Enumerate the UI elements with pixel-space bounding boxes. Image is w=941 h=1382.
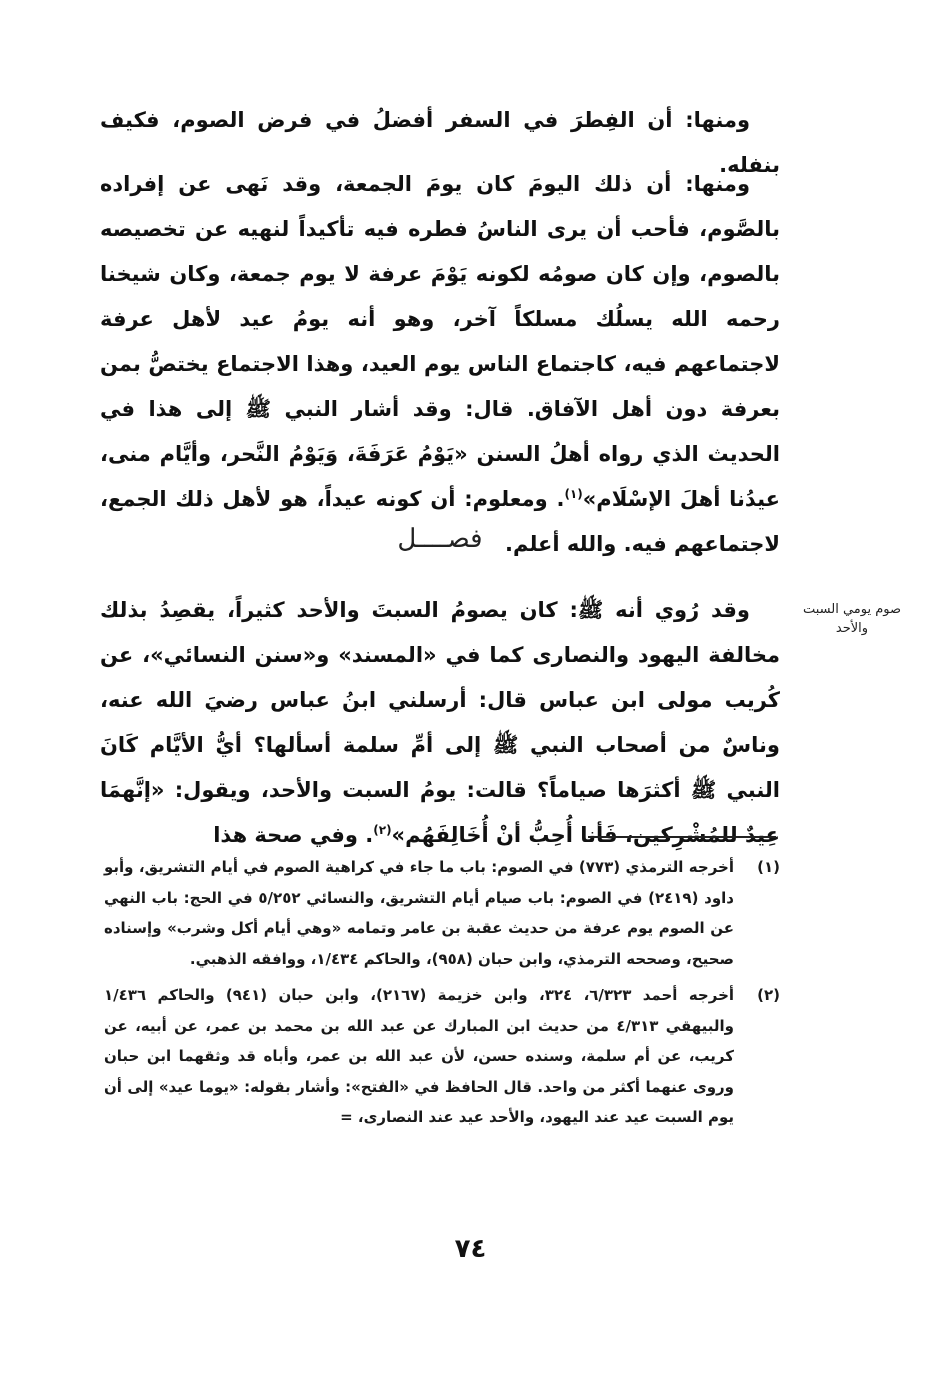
page-number: ٧٤ [454, 1234, 487, 1264]
footnote-1-text: أخرجه الترمذي (٧٧٣) في الصوم: باب ما جاء في كراهية الصوم في أيام التشريق، وأبو داود (٢٤١٩) في الصوم: باب صيام أيام التشريق، والنسائي ٥/٢٥٢ في الحج: باب النهي عن الصوم يوم عرفة من حديث عقبة بن عامر وتمامه «وهي أيام أكل وشرب» وإسناده صحيح، وصححه الترمذي، وابن حبان (٩٥٨)، والحاكم ١/٤٣٤، ووافقه الذهبي. [104, 858, 734, 968]
footnote-1-number: (١) [757, 858, 780, 876]
paragraph-2-text-after: . ومعلوم: أن كونه عيداً، هو لأهل ذلك الجمع، لاجتماعهم فيه. والله أعلم. [100, 487, 780, 556]
footnote-2 [104, 980, 780, 1133]
paragraph-1-text: ومنها: أن الفِطرَ في السفر أفضلُ في فرض الصوم، فكيف بنفله. [100, 108, 780, 177]
footnote-2-text: أخرجه أحمد ٦/٣٢٣، ٣٢٤، وابن خزيمة (٢١٦٧)، وابن حبان (٩٤١) والحاكم ١/٤٣٦ والبيهقي ٤/٣١٣ من حديث ابن المبارك عن عبد الله بن محمد بن عمر، عن أبيه، عن كريب، عن أم سلمة، وسنده حسن، لأن عبد الله بن عمر، وأباه قد وثقهما ابن حبان وروى عنهما أكثر من واحد. قال الحافظ في «الفتح»: وأشار بقوله: «يوما عيد» إلى أن يوم السبت عيد عند اليهود، والأحد عيد عند النصارى، = [104, 986, 735, 1126]
paragraph-3 [100, 588, 780, 858]
footnote-2-number: (٢) [757, 986, 780, 1004]
footnotes [104, 852, 780, 1139]
footnote-1 [104, 852, 780, 974]
paragraph-2 [100, 162, 780, 567]
section-heading: فصــــل [397, 524, 483, 554]
paragraph-2-text: ومنها: أن ذلك اليومَ كان يومَ الجمعة، وقد نَهى عن إفراده بالصَّوم، فأحب أن يرى الناسُ فطره فيه تأكيداً لنهيه عن تخصيصه بالصوم، وإن كان صومُه لكونه يَوْمَ عرفة لا يوم جمعة، وكان شيخنا رحمه الله يسلُك مسلكاً آخر، وهو أنه يومُ عيد لأهل عرفة لاجتماعهم فيه، كاجتماع الناس يوم العيد، وهذا الاجتماع يختصُّ بمن بعرفة دون أهل الآفاق. قال: وقد أشار النبي ﷺ إلى هذا في الحديث الذي رواه أهلُ السنن «يَوْمُ عَرَفَةَ، وَيَوْمُ النَّحر، وأيَّام منى، عيدُنا أهلَ الإسْلَام» [100, 172, 780, 511]
margin-note: صوم يومي السبت والأحد [802, 602, 902, 636]
paragraph-3-text: وقد رُوي أنه ﷺ: كان يصومُ السبتَ والأحد كثيراً، يقصِدُ بذلك مخالفة اليهود والنصارى كما في «المسند» و«سنن النسائي»، عن كُريب مولى ابن عباس قال: أرسلني ابنُ عباس رضيَ الله عنه، وناسٌ من أصحاب النبي ﷺ إلى أمِّ سلمة أسألها؟ أيُّ الأيَّام كَانَ النبي ﷺ أكثرَها صياماً؟ قالت: يومُ السبت والأحد، ويقول: «إنَّهمَا عِيدٌ للمُشْرِكين، فَأنا أُحِبُّ أنْ أُخَالِفَهُم» [100, 598, 780, 847]
footnote-ref-1[interactable]: (١) [564, 487, 583, 501]
paragraph-3-text-after: . وفي صحة هذا [213, 823, 374, 847]
footnote-separator [588, 836, 776, 838]
footnote-ref-2[interactable]: (٢) [373, 823, 392, 837]
